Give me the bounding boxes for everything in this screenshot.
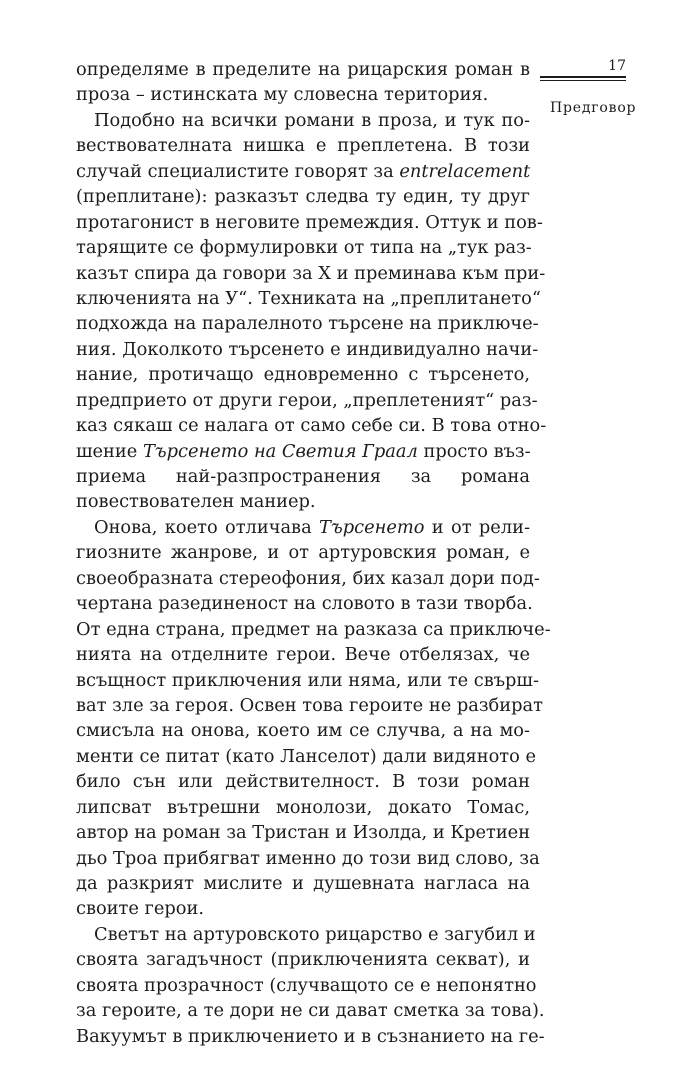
text-line <box>76 973 537 998</box>
header-rule-thin <box>540 80 626 81</box>
text-segment: всъщност приключения или няма, или те свърш- <box>76 669 539 691</box>
text-line <box>76 210 543 235</box>
text-line <box>76 159 530 184</box>
text-segment: менти се питат (като Ланселот) дали видяното е <box>76 745 537 767</box>
text-segment: и от рели- <box>424 516 530 538</box>
italic-text: entrelacement <box>399 160 531 182</box>
text-line <box>76 235 530 260</box>
text-line <box>76 871 530 896</box>
text-line <box>76 896 530 921</box>
text-line <box>76 439 530 464</box>
text-segment: Светът на артуровското рицарство е загубил и <box>94 923 536 945</box>
text-segment: определяме в пределите на рицарския роман в <box>76 59 530 80</box>
text-segment: проза – истинската му словесна територия. <box>76 84 489 106</box>
text-segment: Подобно на всички романи в проза, и тук по- <box>94 109 530 131</box>
text-segment: вествователната нишка е преплетена. В този <box>76 135 530 157</box>
text-line <box>76 769 530 794</box>
text-line <box>76 744 537 769</box>
text-segment: повествователен маниер. <box>76 491 316 513</box>
text-segment: каз сякаш се налага от само себе си. В това отно- <box>76 415 547 437</box>
text-line <box>76 617 551 642</box>
text-line <box>76 998 545 1023</box>
text-segment: (преплитане): разказът следва ту един, ту друг <box>76 186 530 208</box>
text-line <box>76 718 530 743</box>
text-line <box>76 464 530 489</box>
text-line <box>76 337 539 362</box>
text-segment: ключенията на У“. Техниката на „преплитането“ <box>76 287 541 309</box>
text-segment: случай специалистите говорят за <box>76 160 400 182</box>
page-number: 17 <box>608 58 626 74</box>
text-line <box>76 286 541 311</box>
paragraph <box>76 57 530 108</box>
italic-text: Търсенето <box>319 516 425 538</box>
paragraph <box>76 108 547 515</box>
text-segment: своеобразната стереофония, бих казал дори под- <box>76 567 540 589</box>
text-line <box>76 642 530 667</box>
running-head: Предговор <box>550 100 637 116</box>
text-segment: тарящите се формулировки от типа на „тук раз- <box>76 237 532 259</box>
text-line <box>76 108 530 133</box>
text-segment: чертана разединеност на словото в тази творба. <box>76 593 533 615</box>
text-line <box>76 413 547 438</box>
text-segment: подхожда на паралелното търсене на приключе- <box>76 313 539 335</box>
text-segment: нание, протичащо едновременно с търсенето, <box>76 364 530 386</box>
paragraph <box>76 922 545 1049</box>
text-segment: Онова, което отличава <box>94 516 320 538</box>
text-line <box>76 947 530 972</box>
text-line <box>76 693 543 718</box>
text-segment: ния. Доколкото търсенето е индивидуално начи- <box>76 338 539 360</box>
text-segment: протагонист в неговите премеждия. Оттук и пов- <box>76 211 543 233</box>
text-segment: своята загадъчност (приключенията секват), и <box>76 949 530 971</box>
text-line <box>76 922 536 947</box>
text-line <box>76 566 540 591</box>
text-line <box>76 82 530 107</box>
text-segment: гиозните жанрове, и от артуровския роман, е <box>76 542 530 564</box>
text-segment: приема най-разпространения за романа <box>76 466 530 487</box>
text-segment: казът спира да говори за Х и преминава към при- <box>76 262 546 284</box>
text-segment: смисъла на онова, което им се случва, а на мо- <box>76 720 530 742</box>
text-segment: шение <box>76 440 143 462</box>
paragraph <box>76 515 551 922</box>
text-line <box>76 795 530 820</box>
text-line <box>76 184 530 209</box>
text-line <box>76 489 530 514</box>
text-line <box>76 133 530 158</box>
body-text <box>76 57 551 1049</box>
text-segment: предприето от други герои, „преплетеният“ раз- <box>76 389 538 411</box>
text-segment: просто въз- <box>417 440 531 462</box>
italic-text: Търсенето на Светия Граал <box>142 440 418 462</box>
text-segment: за героите, а те дори не си дават сметка за това). <box>76 1000 545 1022</box>
text-line <box>76 540 530 565</box>
text-line <box>76 846 540 871</box>
text-line <box>76 668 539 693</box>
text-segment: дьо Троа прибягват именно до този вид слово, за <box>76 847 540 869</box>
text-line <box>76 57 530 82</box>
text-line <box>76 515 530 540</box>
text-line <box>76 820 530 845</box>
text-segment: било сън или действителност. В този роман <box>76 771 530 793</box>
text-segment: своята прозрачност (случващото се е непонятно <box>76 974 537 996</box>
text-line <box>76 311 539 336</box>
text-segment: липсват вътрешни монолози, докато Томас, <box>76 796 530 818</box>
text-line <box>76 591 533 616</box>
text-line <box>76 362 530 387</box>
text-segment: автор на роман за Тристан и Изолда, и Кретиен <box>76 822 531 844</box>
text-line <box>76 1024 545 1049</box>
text-segment: От една страна, предмет на разказа са приключе- <box>76 618 551 640</box>
text-line <box>76 261 546 286</box>
text-segment: да разкрият мислите и душевната нагласа на <box>76 873 530 894</box>
header-rule-thick <box>540 76 626 78</box>
text-segment: нията на отделните герои. Вече отбелязах, че <box>76 644 530 666</box>
text-segment: своите герои. <box>76 898 204 920</box>
text-segment: Вакуумът в приключението и в съзнанието на ге- <box>76 1025 545 1047</box>
text-segment: ват зле за героя. Освен това героите не разбират <box>76 694 543 716</box>
text-line <box>76 388 538 413</box>
